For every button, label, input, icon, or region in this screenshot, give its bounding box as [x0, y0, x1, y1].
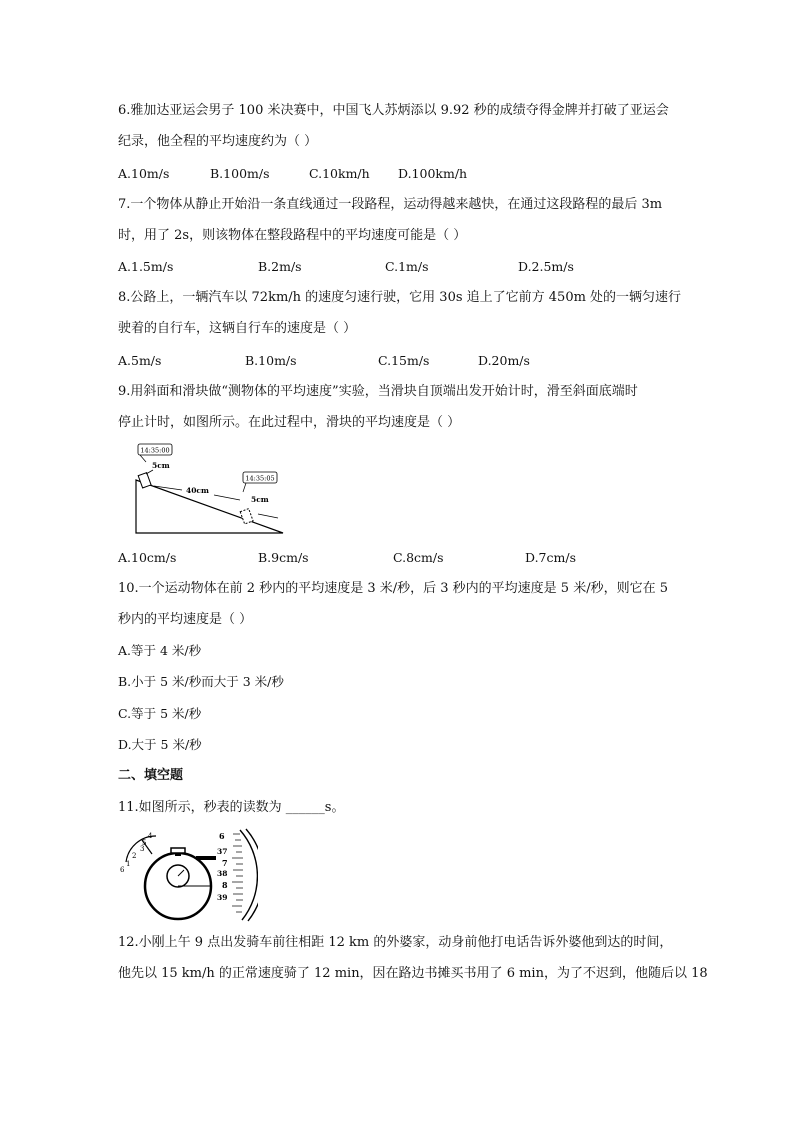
q9-option-b: B.9cm/s	[258, 550, 309, 565]
q6-line-2: 纪录，他全程的平均速度约为（ ）	[118, 134, 318, 149]
stopwatch-stem	[175, 853, 181, 856]
q10-option-c: C.等于 5 米/秒	[118, 706, 202, 721]
q12-line-1: 12.小刚上午 9 点出发骑车前往相距 12 km 的外婆家，动身前他打电话告诉外婆他到达的时间，	[118, 935, 673, 950]
q8-line-2: 驶着的自行车，这辆自行车的速度是（ ）	[118, 321, 357, 336]
q8-option-a: A.5m/s	[118, 353, 162, 368]
big-scale-num-39: 39	[217, 893, 228, 902]
q7-line-2: 时，用了 2s，则该物体在整段路程中的平均速度可能是（ ）	[118, 228, 467, 243]
block2-dim-line	[258, 514, 278, 518]
start-clock-pointer	[140, 455, 146, 462]
big-scale-num-8: 8	[222, 880, 228, 890]
q9-line-1: 9.用斜面和滑块做“测物体的平均速度”实验，当滑块自顶端出发开始计时，滑至斜面底端时	[118, 384, 638, 399]
distance-arrow-right	[214, 495, 240, 500]
q6-option-c: C.10km/h	[309, 166, 370, 181]
small-dial-num-1: 1	[126, 860, 131, 868]
big-scale-num-7: 7	[222, 858, 228, 868]
q9-line-2: 停止计时，如图所示。在此过程中，滑块的平均速度是（ ）	[118, 415, 461, 430]
end-time-text: 14:35:05	[245, 474, 275, 483]
q6-line-1: 6.雅加达亚运会男子 100 米决赛中，中国飞人苏炳添以 9.92 秒的成绩夺得金牌并打破了亚运会	[118, 103, 669, 118]
big-scale-num-6: 6	[219, 831, 225, 841]
q7-option-d: D.2.5m/s	[518, 259, 574, 274]
q9-option-c: C.8cm/s	[393, 550, 444, 565]
q9-option-a: A.10cm/s	[118, 550, 177, 565]
block1-dim-line	[146, 470, 153, 474]
stopwatch-crown	[171, 848, 185, 853]
start-time-text: 14:35:00	[140, 446, 170, 455]
q10-option-d: D.大于 5 米/秒	[118, 737, 202, 752]
q8-option-d: D.20m/s	[478, 353, 530, 368]
q7-option-c: C.1m/s	[385, 259, 429, 274]
big-scale-arc-outer	[246, 829, 258, 921]
incline-slope	[136, 480, 283, 533]
q6-option-d: D.100km/h	[398, 166, 468, 181]
small-dial-num-6: 6	[120, 866, 125, 874]
small-dial-num-4: 4	[148, 832, 153, 840]
q10-line-2: 秒内的平均速度是（ ）	[118, 612, 253, 627]
incline-figure	[118, 440, 288, 540]
q12-line-2: 他先以 15 km/h 的正常速度骑了 12 min，因在路边书摊买书用了 6 min，为了不迟到，他随后以 18	[118, 966, 708, 981]
block2-length-label: 5cm	[251, 495, 269, 504]
small-dial-num-2: 2	[132, 852, 137, 860]
q6-option-a: A.10m/s	[118, 166, 170, 181]
end-clock-pointer	[243, 483, 246, 492]
small-dial-num-3: 3	[140, 845, 145, 853]
q8-option-c: C.15m/s	[378, 353, 430, 368]
section-title-fill-in: 二、填空题	[118, 768, 184, 783]
scale-pointer	[196, 856, 216, 860]
big-scale-num-37: 37	[217, 847, 228, 856]
q8-option-b: B.10m/s	[245, 353, 297, 368]
q7-line-1: 7.一个物体从静止开始沿一条直线通过一段路程，运动得越来越快，在通过这段路程的最后 3m	[118, 197, 663, 212]
q10-option-b: B.小于 5 米/秒而大于 3 米/秒	[118, 674, 284, 689]
small-dial-num-5: 5	[142, 839, 147, 847]
block-start	[138, 473, 151, 488]
q8-line-1: 8.公路上，一辆汽车以 72km/h 的速度匀速行驶，它用 30s 追上了它前方 450m 处的一辆匀速行	[118, 290, 682, 305]
q10-line-1: 10.一个运动物体在前 2 秒内的平均速度是 3 米/秒，后 3 秒内的平均速度是 5 米/秒，则它在 5	[118, 581, 668, 596]
stopwatch-figure	[118, 826, 258, 924]
block1-length-label: 5cm	[152, 461, 170, 470]
q7-option-a: A.1.5m/s	[118, 259, 174, 274]
distance-label: 40cm	[186, 486, 209, 495]
big-scale-ticks	[232, 834, 243, 912]
q11-line-1: 11.如图所示，秒表的读数为 ______s。	[118, 800, 345, 815]
q7-option-b: B.2m/s	[258, 259, 302, 274]
q6-option-b: B.100m/s	[210, 166, 270, 181]
big-scale-arc	[240, 830, 257, 920]
q10-option-a: A.等于 4 米/秒	[118, 643, 202, 658]
big-scale-num-38: 38	[217, 869, 228, 878]
q9-option-d: D.7cm/s	[525, 550, 576, 565]
